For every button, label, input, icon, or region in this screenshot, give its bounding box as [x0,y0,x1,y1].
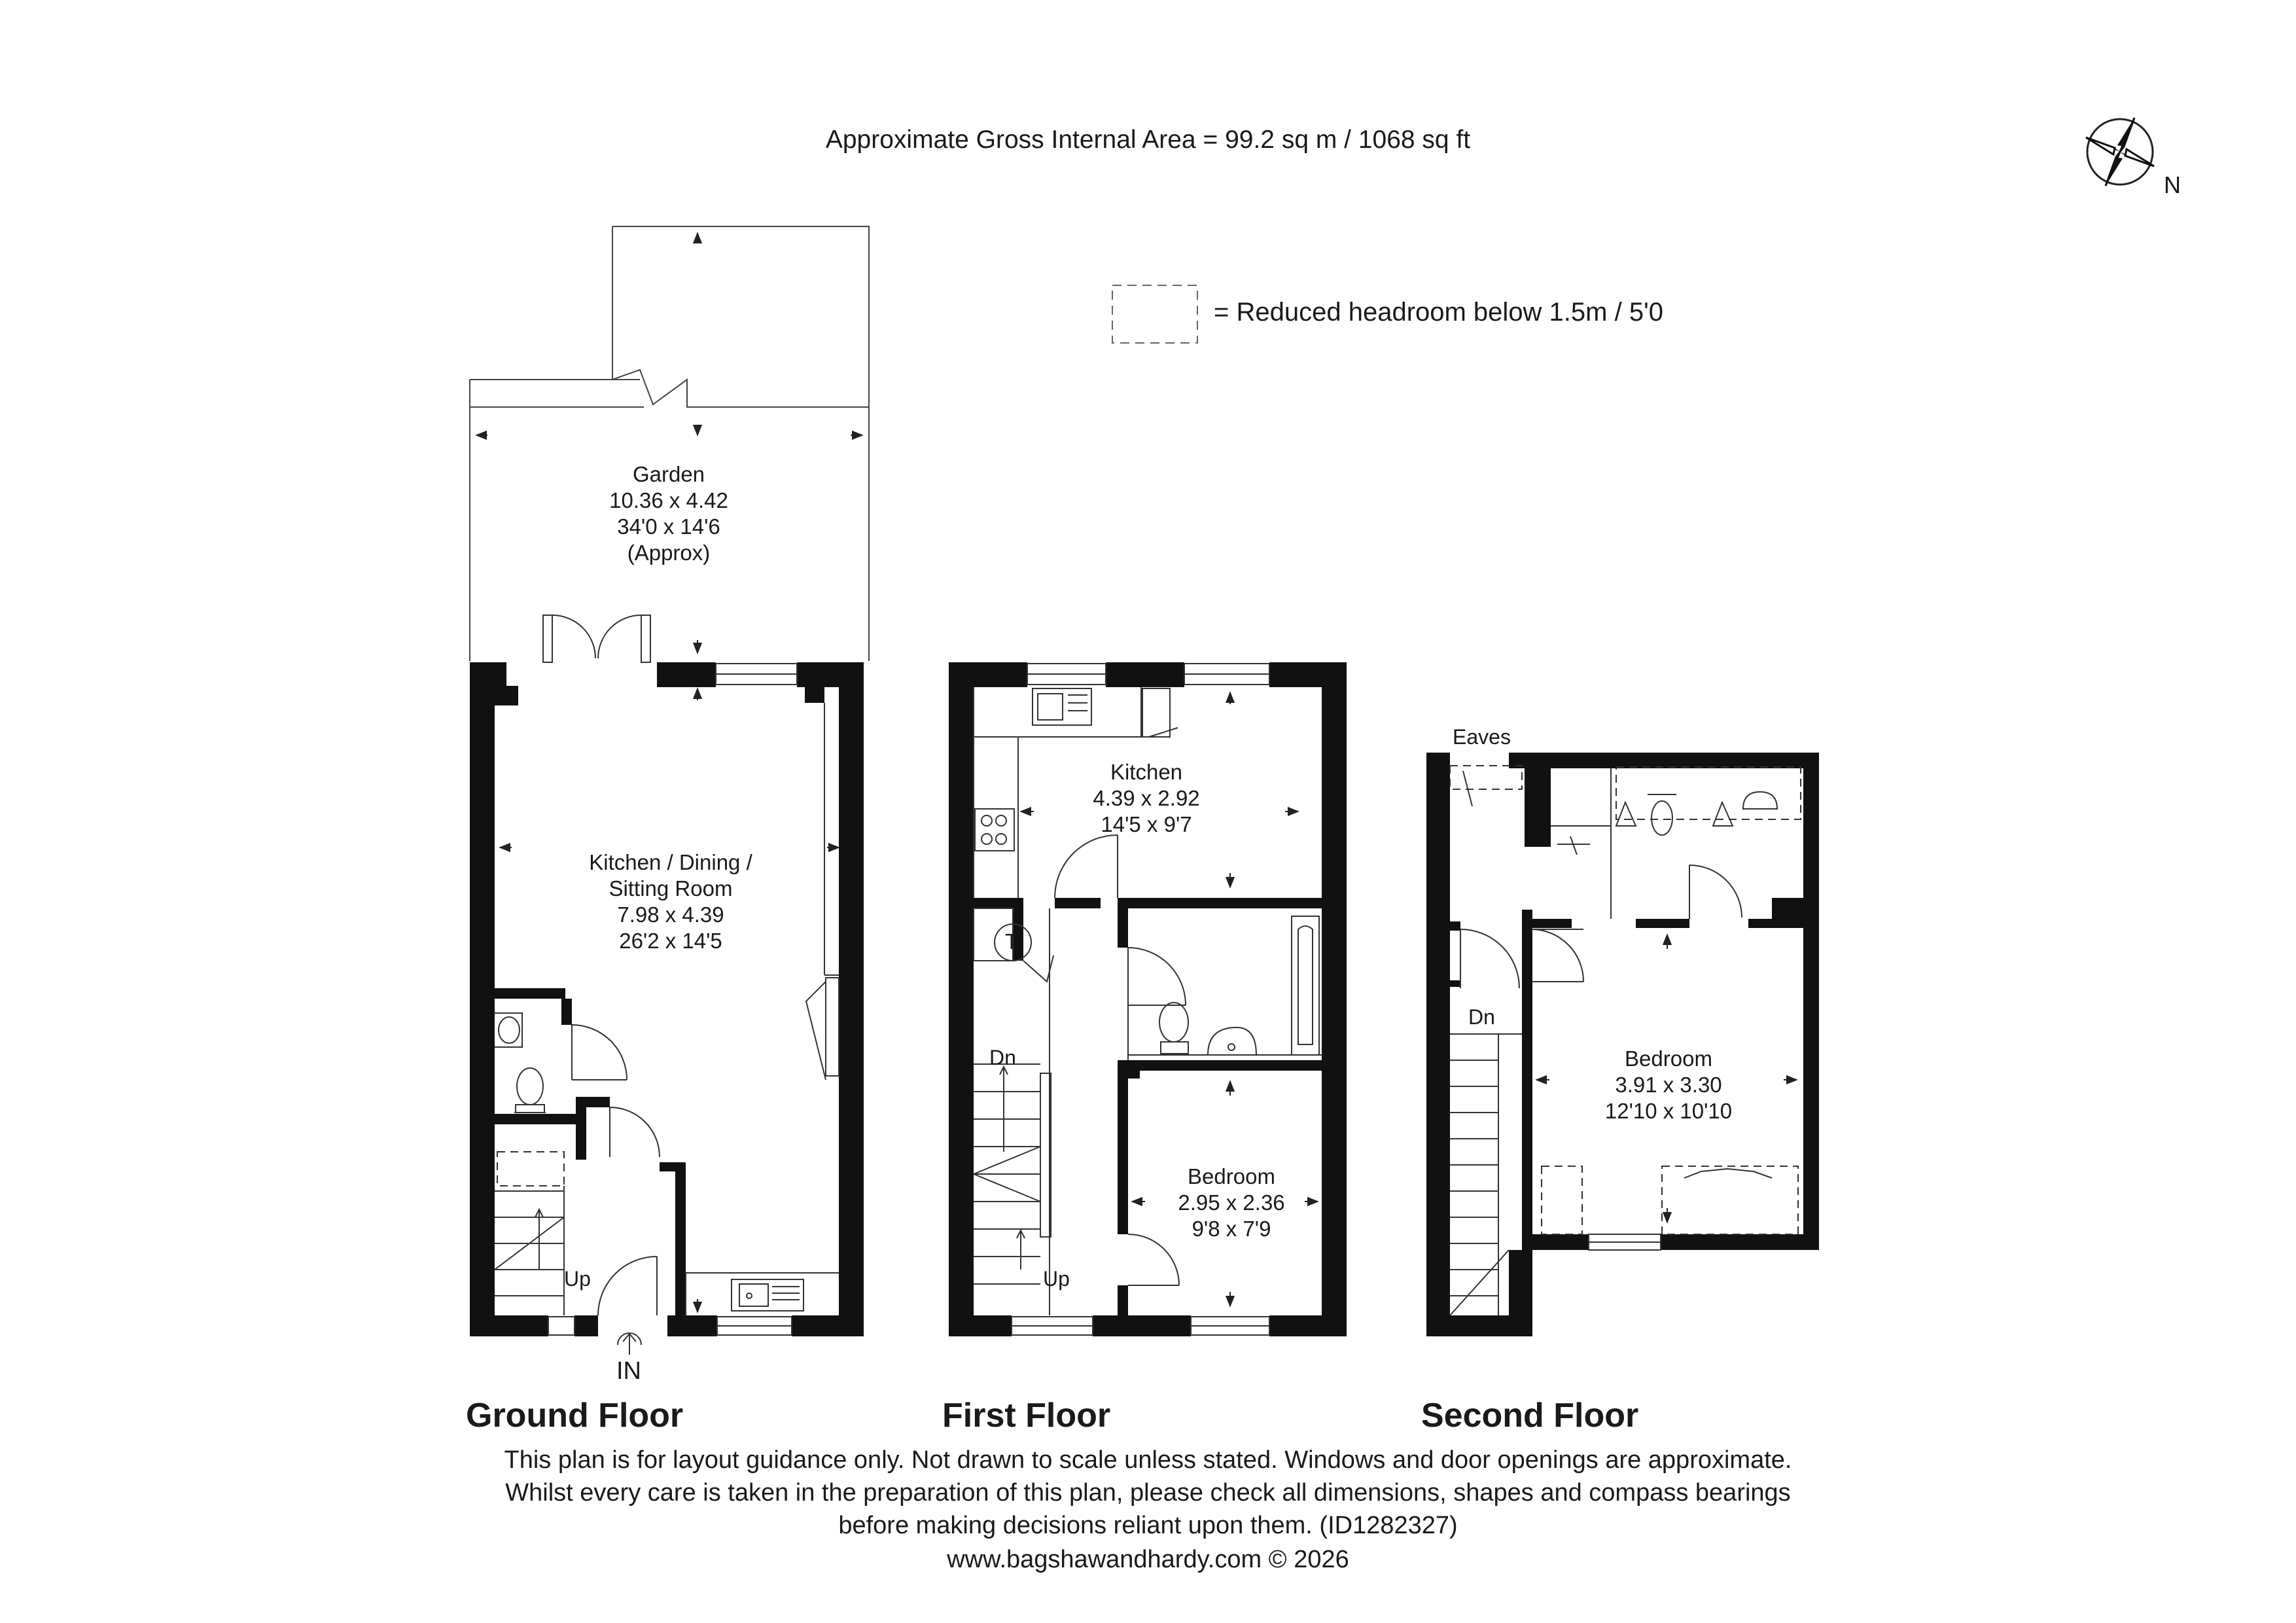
room-imperial: 26'2 x 14'5 [619,929,722,953]
room-imperial: 12'10 x 10'10 [1604,1099,1733,1123]
reduced-headroom-legend-text: = Reduced headroom below 1.5m / 5'0 [1214,298,1663,327]
second-floor-bedroom-label [1605,1046,1732,1124]
room-metric: 4.39 x 2.92 [1093,786,1200,810]
disclaimer-line-3: before making decisions reliant upon them. (ID1282327) [838,1512,1458,1539]
room-imperial: 14'5 x 9'7 [1101,812,1192,836]
room-note: (Approx) [627,541,711,565]
kitchen-label [1093,759,1199,838]
first-floor-title: First Floor [942,1397,1111,1435]
room-metric: 3.91 x 3.30 [1615,1073,1722,1097]
room-name: Bedroom [1625,1046,1712,1071]
disclaimer-line-1: This plan is for layout guidance only. Not drawn to scale unless stated. Windows and door openings are approximate. [504,1446,1792,1474]
water-tank-label: T [1005,929,1019,954]
room-imperial: 9'8 x 7'9 [1192,1217,1271,1241]
room-metric: 7.98 x 4.39 [617,902,724,927]
room-metric: 10.36 x 4.42 [609,488,728,512]
stairs-down-label-second: Dn [1468,1005,1495,1029]
room-imperial: 34'0 x 14'6 [617,514,720,539]
room-name: Garden [632,462,705,486]
ground-floor-title: Ground Floor [466,1397,684,1435]
second-floor-title: Second Floor [1421,1397,1639,1435]
stairs-up-label-first: Up [1043,1267,1070,1291]
ground-floor-walls [470,662,864,1336]
ground-floor-plan [470,226,869,1355]
garden-outline [470,226,869,661]
room-name: Bedroom [1188,1164,1275,1188]
north-label: N [2164,171,2181,198]
stairs-down-label: Dn [989,1046,1016,1069]
french-doors [543,615,650,662]
room-name-cont: Sitting Room [609,876,733,901]
garden-label [609,461,728,566]
room-name: Kitchen [1110,760,1183,784]
website-link[interactable]: www.bagshawandhardy.com © 2026 [947,1546,1349,1573]
disclaimer-line-2: Whilst every care is taken in the preparation of this plan, please check all dimensions, shapes and compass bearings [505,1479,1791,1507]
stairs-up-label: Up [564,1267,591,1291]
gross-internal-area: Approximate Gross Internal Area = 99.2 sq m / 1068 sq ft [825,126,1471,154]
kitchen-dining-sitting-label [589,849,752,954]
entrance-label: IN [616,1357,641,1385]
first-floor-bedroom-label [1178,1164,1284,1242]
room-name: Kitchen / Dining / [589,850,752,874]
eaves-label: Eaves [1453,725,1511,749]
reduced-headroom-legend-box [1112,285,1197,343]
second-floor-plan [1426,753,1819,1336]
room-metric: 2.95 x 2.36 [1178,1190,1285,1215]
